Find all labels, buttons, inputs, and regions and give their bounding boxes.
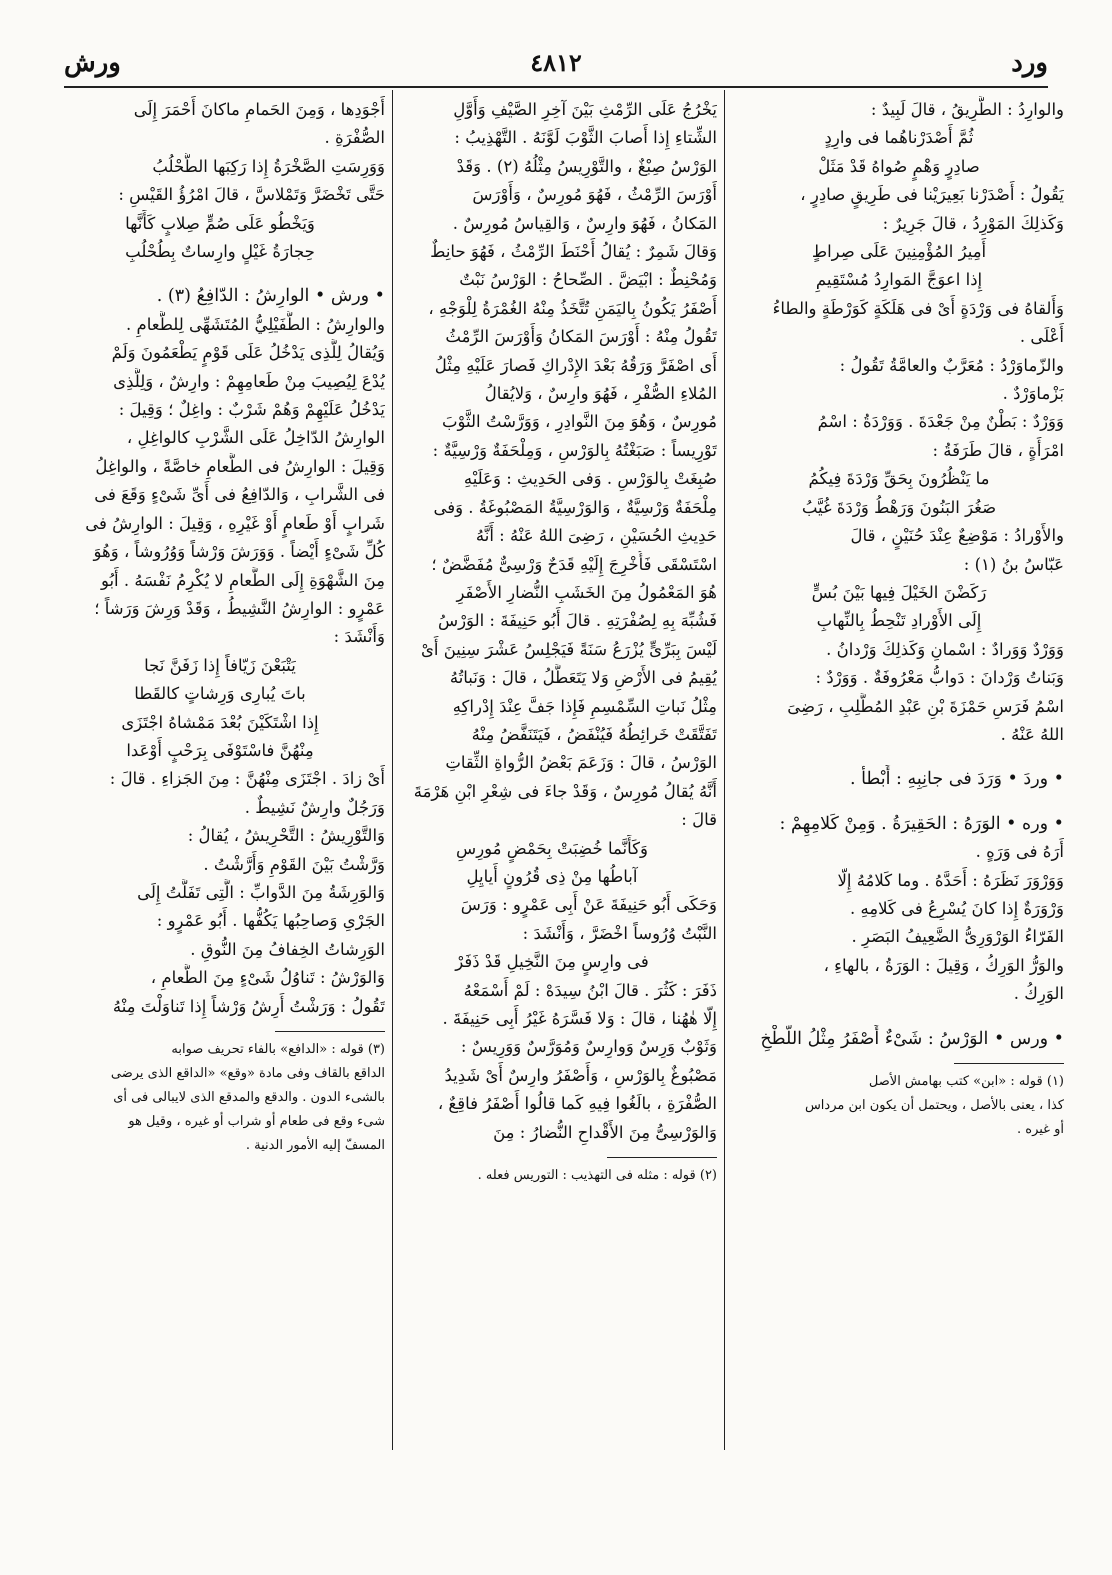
- text-line: وَحَكَى أَبُو حَنِيفَةَ عَنْ أَبِى عَمْرٍو : وَرَسَ: [460, 895, 717, 915]
- text-line: وَيَخْطُو عَلَى صُمٍّ صِلابٍ كَأَنَّها: [125, 213, 315, 233]
- text-line: يَدْخُلُ عَلَيْهِمْ وَهُمْ شَرْبٌ : واغِلٌ ؛ وَقِيلَ :: [118, 400, 385, 420]
- text-line: الوَرِشاتُ الخِفافُ مِنَ النُّوقِ .: [190, 939, 385, 959]
- footnote-rule: [954, 1063, 1064, 1064]
- text-line: اسْمُ فَرَسِ حَمْزَةَ بْنِ عَبْدِ المُطَّلِبِ ، رَضِىَ: [787, 696, 1064, 716]
- text-line: وَوَرْدٌ وَوَرادٌ : اسْمانِ وَكَذلِكَ وَرْدانُ .: [826, 639, 1064, 659]
- footnote-line: (١) قوله : «ابن» كتب بهامش الأصل: [868, 1074, 1064, 1089]
- text-line: حِجارَةُ غَيْلٍ وارِساتٌ بِطُحْلُبِ: [125, 242, 315, 262]
- text-line: الصُّفْرَةِ ، بالَغُوا فِيهِ كَما قالُوا أَصْفَرُ فاقِعٌ ،: [437, 1094, 717, 1114]
- text-line: آباطُها مِنْ ذِى قُرُونٍ أَيايِلِ: [466, 866, 638, 886]
- text-line: فَشُبِّهَ بِهِ لِصُفْرَتِهِ . قالَ أَبُو حَنِيفَةَ : الوَرْسُ: [437, 611, 717, 631]
- footnote-line: شىء وقع فى طعام أو شراب أو غيره ، وقيل هو: [128, 1114, 385, 1129]
- text-line: والزّماوَرْدُ : مُعَرَّبٌ والعامَّةُ تَقُولُ :: [839, 355, 1064, 375]
- text-line: تَقُولُ مِنْهُ : أَوْرَسَ المَكانُ وَأَوْرَسَ الرِّمْثُ: [445, 327, 717, 347]
- footnote-rule: [607, 1157, 717, 1158]
- text-line: وَالوَرْسِىُّ مِنَ الأَقْداحِ النُّضارُ : مِنَ: [493, 1122, 717, 1142]
- text-line: فى الشَّرابِ ، وَالدّافِعُ فى أَىِّ شَىْءٍ وَقَعَ فى: [94, 485, 385, 505]
- text-line: أَعْلَى .: [1019, 327, 1064, 347]
- text-line: الوَرْسُ ، قالَ : وَزَعَمَ بَعْضُ الرُّواةِ الثِّقاتِ: [445, 753, 717, 773]
- column-divider: [724, 90, 725, 1450]
- text-line: أَرَهُ فى وَرَهٍ .: [975, 842, 1064, 862]
- text-line: وَقِيلَ : الوارِشُ فى الطَّعامِ خاصَّةً ، والواغِلُ: [95, 456, 385, 476]
- page-number: ٤٨١٢: [530, 48, 582, 77]
- text-line: اللهُ عَنْهُ .: [1000, 724, 1064, 744]
- footnote-rule: [275, 1031, 385, 1032]
- text-line: إِذا اعوَجَّ المَوارِدُ مُسْتَقِيمِ: [815, 270, 983, 290]
- text-line: مِنَ الشَّهْوَةِ إِلَى الطَّعامِ لا يُكْرِمُ نَفْسَهُ . أَبُو: [100, 570, 385, 590]
- text-line: والوارِشُ : الطُّفَيْلِيُّ المُتَشَهِّى لِلطَّعامِ .: [126, 314, 385, 334]
- entry-heading-line: • ورس • الوَرْسُ : شَىْءٌ أَصْفَرُ مِثْلُ اللَّطْخِ: [760, 1028, 1064, 1049]
- text-line: وَرَّشْتُ بَيْنَ القَوْمِ وَأَرَّشْتُ .: [203, 854, 385, 874]
- text-line: امْرَأَةٍ ، قالَ طَرَفَةُ :: [932, 440, 1064, 460]
- text-line: أَوْرَسَ الرِّمْثُ ، فَهُوَ مُورِسٌ ، وَأَوْرَسَ: [472, 185, 717, 205]
- text-line: الوَرِكُ .: [1013, 984, 1064, 1004]
- text-line: الوارِشُ الدّاخِلُ عَلَى الشَّرْبِ كالواغِلِ ،: [126, 428, 385, 448]
- text-line: وَأَنْشَدَ :: [333, 627, 385, 647]
- text-line: وَوَرِسَتِ الصَّخْرَةُ إِذا رَكِبَها الطُّحْلُبُ: [152, 156, 385, 176]
- footnote-line: (٣) قوله : «الدافع» بالفاء تحريف صوابه: [171, 1042, 385, 1057]
- column-right: [734, 96, 1064, 1451]
- text-line: يَخْرُجُ عَلَى الرِّمْثِ بَيْنَ آخِرِ الصَّيْفِ وَأَوَّلِ: [453, 100, 717, 119]
- text-line: وَأَلقاهُ فى وَرْدَةٍ أَىْ فى هَلَكَةٍ كَوَرْطَةٍ والطاءُ: [772, 298, 1064, 318]
- text-line: أَنَّهُ يُقالُ مُورِسٌ ، وَقَدْ جاءَ فى شِعْرِ ابْنِ هَرْمَةَ: [413, 781, 717, 801]
- header-rule: [64, 86, 1048, 88]
- text-line: وَيُقالُ لِلَّذِى يَدْخُلُ عَلَى قَوْمٍ يَطْعَمُونَ وَلَمْ: [111, 343, 385, 363]
- text-line: وَثَوْبٌ وَرِسٌ وَوارِسٌ وَمُوَرَّسٌ وَوَرِيسٌ :: [460, 1037, 717, 1057]
- column-left: [55, 96, 385, 1451]
- text-line: وَكَأَنَّما خُضِبَتْ بِحَمْضٍ مُورِسِ: [456, 838, 648, 858]
- footnote-line: كذا ، يعنى بالأصل ، ويحتمل أن يكون ابن مرداس: [804, 1098, 1064, 1113]
- text-line: والوارِدُ : الطَّرِيقُ ، قالَ لَبِيدٌ :: [870, 100, 1064, 119]
- text-line: حَدِيثِ الحُسَيْنِ ، رَضِىَ اللهُ عَنْهُ : أَنَّهُ: [475, 526, 717, 546]
- text-line: صادِرٍ وَهْمٍ صُواهُ قَدْ مَثَلْ: [818, 156, 980, 176]
- text-line: والأَوْرادُ : مَوْضِعٌ عِنْدَ حُنَيْنٍ ، قالَ: [850, 526, 1064, 546]
- text-line: المَكانُ ، فَهُوَ وارِسٌ ، وَالقِياسُ مُورِسٌ .: [452, 213, 717, 233]
- text-line: مِنْهُنَّ فاسْتَوْفَى بِرَحْبٍ أَوْعَدا: [126, 740, 314, 760]
- text-line: والوَرُّ الوَرِكُ ، وَقِيلَ : الوَرَةُ ، بالهاءِ ،: [823, 955, 1064, 975]
- text-line: النَّبْتُ وُرُوساً اخْضَرَّ ، وَأَنْشَدَ :: [522, 923, 717, 943]
- text-line: صُبِغَتْ بِالوَرْسِ . وَفى الحَدِيثِ : وَعَلَيْهِ: [463, 469, 717, 489]
- text-line: مَصْبُوغٌ بِالوَرْسِ ، وَأَصْفَرُ وارِسٌ أَىْ شَدِيدُ: [444, 1065, 717, 1085]
- text-line: ما يَنْظُرُونَ بِحَقِّ وَرْدَةَ فِيكُمُ: [808, 469, 990, 489]
- text-line: تَوْرِيساً : صَبَغْتُهُ بِالوَرْسِ ، وَمِلْحَفَةٌ وَرْسِيَّةٌ :: [432, 440, 717, 460]
- text-line: اسْتَسْقَى فَأُخْرِجَ إِلَيْهِ قَدَحٌ وَرْسِىٌّ مُفَضَّضٌ ؛: [431, 554, 717, 574]
- text-line: عَبّاسُ بنُ (١) :: [963, 554, 1064, 574]
- text-line: إِلَى الأَوْرادِ تَنْحِطُ بِالنِّهابِ: [816, 611, 982, 631]
- text-line: الوَرْسُ صِبْغٌ ، والتَّوْرِيسُ مِثْلُهُ (٢) . وَقَدْ: [456, 156, 717, 176]
- text-line: شَرابٍ أَوْ طَعامٍ أَوْ غَيْرِهِ ، وَقِيلَ : الوارِشُ فى: [85, 513, 385, 533]
- text-line: يُدْعَ لِيُصِيبَ مِنْ طَعامِهِمْ : وارِشٌ ، وَلِلَّذِى: [113, 371, 385, 391]
- text-line: وَرَجُلٌ وارِشٌ نَشِيطٌ .: [244, 797, 385, 817]
- text-line: فى وارِسٍ مِنَ النَّخِيلِ قَدْ ذَفَرْ: [455, 952, 649, 972]
- entry-heading-line: • ورش • الوارِشُ : الدّافِعُ (٣) .: [156, 286, 385, 307]
- text-line: الفَرّاءُ الوَرْوَرِىُّ الضَّعِيفُ البَصَرِ .: [851, 927, 1064, 947]
- text-line: هُوَ المَعْمُولُ مِنَ الخَشَبِ النُّضارِ الأَصْفَرِ: [456, 582, 717, 602]
- text-line: ثُمَّ أَصْدَرْناهُما فى وارِدٍ: [824, 128, 974, 148]
- text-line: حَتَّى تَخْضَرَّ وَتَمْلاسَّ ، قالَ امْرُؤُ القَيْسِ :: [118, 185, 385, 205]
- text-line: مِلْحَفَةٌ وَرْسِيَّةٌ ، وَالوَرْسِيَّةُ المَصْبُوغَةُ . وَفى: [433, 497, 717, 517]
- text-line: مِثْلُ نَباتِ السِّمْسِمِ فَإِذا جَفَّ عِنْدَ إِدْراكِهِ: [452, 696, 717, 716]
- text-line: لَيْسَ بِبَرِّىٍّ يُزْرَعُ سَنَةً فَيَجْلِسُ عَشْرَ سِنِينَ أَىْ: [420, 639, 717, 659]
- entry-heading-line: • وردَ • وَرَدَ فى جانِبِهِ : أَبْطأَ .: [849, 769, 1064, 790]
- text-line: رَكَضْنَ الخَيْلَ فِيها بَيْنَ بُسٍّ: [811, 582, 987, 602]
- text-line: المُلاءِ الصُّفْرِ ، فَهُوَ وارِسٌ ، وَلايُقالُ: [484, 384, 717, 404]
- text-line: وَالوَرْشُ : تَناوُلُ شَىْءٍ مِنَ الطَّعامِ ،: [150, 968, 385, 988]
- text-line: بَزْماوَرْدٌ .: [1002, 384, 1064, 404]
- text-line: يُقِيمُ فى الأَرْضِ وَلا يَتَعَطَّلُ ، قالَ : وَنَباتُهُ: [449, 668, 717, 688]
- text-line: عَمْرٍو : الوارِشُ النَّشِيطُ ، وَقَدْ وَرِشَ وَرَشاً ؛: [94, 598, 385, 618]
- text-line: وَبَناتُ وَرْدانَ : دَوابُّ مَعْرُوفَةٌ . وَوَرْدٌ :: [815, 668, 1064, 688]
- text-line: كُلِّ شَىْءٍ أَيْضاً . وَوَرَشَ وَرْشاً وَوُرُوشاً ، وَهُوَ: [93, 542, 385, 562]
- text-line: يَتْبَعْنَ زَيّافاً إِذا زَفَنَّ نَجا: [144, 655, 296, 675]
- text-line: يَقُولُ : أَصْدَرْنا بَعِيرَيْنا فى طَرِيقٍ صادِرٍ ،: [800, 185, 1064, 205]
- text-line: تَقُولُ : وَرَشْتُ أَرِشُ وَرْشاً إِذا تَناوَلْتَ مِنْهُ: [112, 996, 385, 1016]
- text-line: وَرْوَرَةٌ إِذا كانَ يُسْرِعُ فى كَلامِهِ .: [849, 898, 1064, 918]
- text-line: إِذا اشْتَكَيْنَ بُعْدَ مَمْشاهُ اجْتَزَى: [121, 712, 319, 732]
- text-line: وَقالَ شَمِرٌ : يُقالُ أَحْنَطَ الرِّمْثُ ، فَهُوَ حانِطٌ: [430, 242, 717, 262]
- text-line: الشِّتاءِ إِذا أَصابَ الثَّوْبَ لَوَّنَهُ . التَّهْذِيبُ :: [454, 128, 717, 148]
- text-line: أَى اصْفَرَّ وَرَقُهُ بَعْدَ الإِدْراكِ فَصارَ عَلَيْهِ مِثْلُ: [434, 355, 717, 375]
- text-line: مُورِسٌ ، وَهُوَ مِنَ النَّوادِرِ ، وَوَرَّسْتُ الثَّوْبَ: [441, 412, 717, 432]
- text-line: أَجْوَدِها ، وَمِنَ الحَمامِ ماكانَ أَحْمَرَ إِلَى: [133, 100, 385, 119]
- text-line: أَمِيرُ المُؤْمِنِينَ عَلَى صِراطٍ: [811, 242, 987, 262]
- text-line: أَىْ زادَ . اجْتَزَى مِنْهُنَّ : مِنَ الجَزاءِ . قالَ :: [109, 769, 385, 789]
- text-line: وَالوَرِشَةُ مِنَ الدَّوابِّ : الَّتِى تَفَلَّتُ إِلَى: [137, 882, 385, 902]
- text-line: تَفَتَّقَتْ خَرائِطُهُ فَيُنْفَضُ ، فَيَتَنَفَّضُ مِنْهُ: [471, 724, 717, 744]
- footnote-line: أو غيره .: [1017, 1122, 1064, 1137]
- text-line: وَمُحْنِطٌ : ابْيَضَّ . الصِّحاحُ : الوَرْسُ نَبْتٌ: [459, 270, 717, 290]
- entry-heading-line: • وره • الوَرَهُ : الحَقِيرَةُ . وَمِنْ كَلامِهِمْ :: [779, 813, 1064, 834]
- text-line: الصُّفْرَةِ .: [324, 128, 385, 148]
- text-line: قالَ :: [681, 810, 717, 830]
- text-line: وَالتَّوْرِيشُ : التَّحْرِيشُ ، يُقالُ :: [187, 826, 385, 846]
- header-root-right: ورد: [1011, 48, 1048, 78]
- text-line: إِلّا هٰهُنا ، قالَ : وَلا فَسَّرَهُ غَيْرُ أَبِى حَنِيفَةَ .: [442, 1009, 717, 1028]
- text-line: الجَرْىِ وَصاحِبُها يَكُفُّها . أَبُو عَمْرٍو :: [156, 911, 385, 931]
- footnote-line: المسفّ إليه الأمور الدنية .: [245, 1138, 385, 1153]
- text-line: أَصْفَرُ يَكُونُ بِاليَمَنِ تُتَّخَذُ مِنْهُ الغُمْرَةُ لِلْوَجْهِ ،: [428, 298, 717, 318]
- text-line: ذَفَرَ : كَثُرَ . قالَ ابْنُ سِيدَهْ : لَمْ أَسْمَعْهُ: [463, 980, 717, 1000]
- footnote-line: الداقع بالقاف وفى مادة «وقع» «الداقع الذى يرضى: [110, 1066, 385, 1081]
- header-root-left: ورش: [64, 48, 121, 78]
- text-line: وَكَذلِكَ المَوْرِدُ ، قالَ جَرِيرٌ :: [882, 213, 1064, 233]
- column-middle: [387, 96, 717, 1451]
- footnote-line: (٢) قوله : مثله فى التهذيب : التوريس فعله .: [477, 1168, 717, 1184]
- text-line: باتَ يُبارِى وَرِشاتٍ كالقَطا: [134, 684, 306, 704]
- text-line: وَوَرْوَرَ نَظَرَهُ : أَحَدَّهُ . وما كَلامُهُ إِلّا: [837, 870, 1064, 890]
- text-line: صَغُرَ البَنُونَ وَرَهْطُ وَرْدَةَ غُيَّبُ: [801, 497, 997, 517]
- text-line: وَوَرْدٌ : بَطْنٌ مِنْ جَعْدَةَ . وَوَرْدَةُ : اسْمُ: [817, 412, 1064, 432]
- footnote-line: بالشىء الدون . والدقع والمدقع الذى لايبالى فى أى: [113, 1090, 385, 1105]
